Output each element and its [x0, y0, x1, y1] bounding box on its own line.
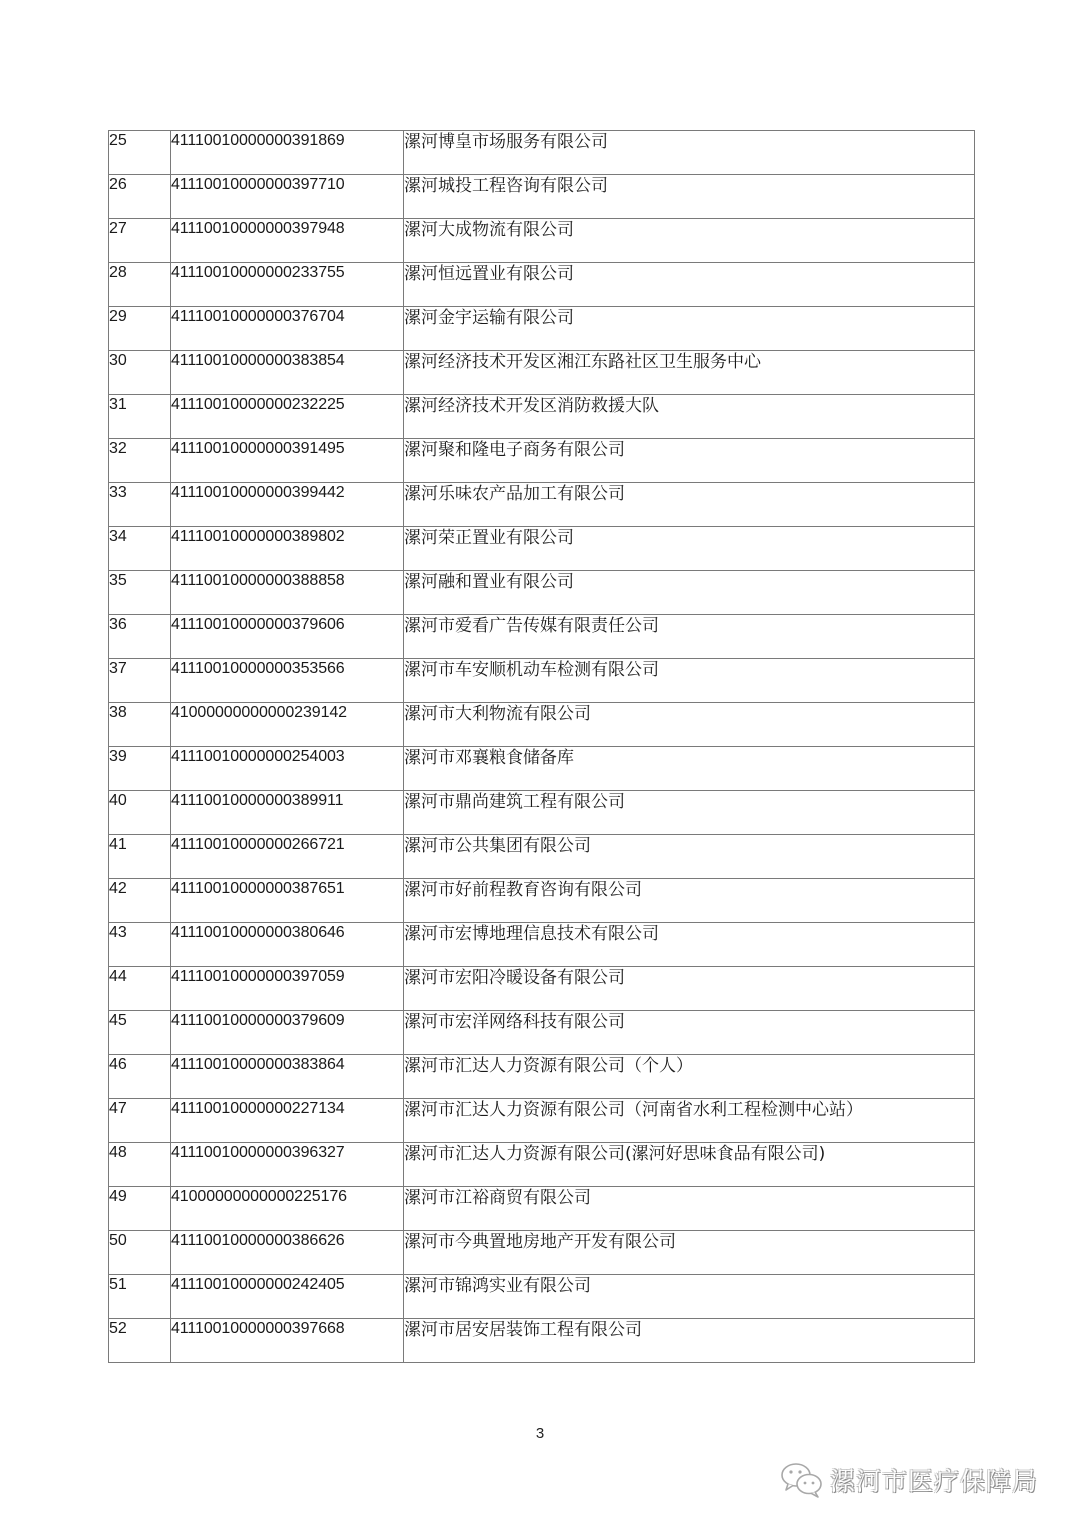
- table-row: [109, 703, 975, 747]
- employer-code: 41110010000000396327: [171, 1143, 404, 1187]
- employer-code: 41110010000000379609: [171, 1011, 404, 1055]
- page-number: 3: [535, 1425, 545, 1442]
- table-row: [109, 395, 975, 439]
- employer-code: 41110010000000391495: [171, 439, 404, 483]
- employer-name: 漯河市爱看广告传媒有限责任公司: [404, 615, 975, 659]
- table-row: [109, 307, 975, 351]
- row-index: 44: [109, 967, 171, 1011]
- row-index: 37: [109, 659, 171, 703]
- employer-name: 漯河经济技术开发区湘江东路社区卫生服务中心: [404, 351, 975, 395]
- employer-code: 41000000000000225176: [171, 1187, 404, 1231]
- employer-code: 41110010000000389802: [171, 527, 404, 571]
- employer-name: 漯河市汇达人力资源有限公司（个人）: [404, 1055, 975, 1099]
- row-index: 50: [109, 1231, 171, 1275]
- employer-name: 漯河城投工程咨询有限公司: [404, 175, 975, 219]
- table-row: [109, 659, 975, 703]
- table-row: [109, 747, 975, 791]
- employer-name: 漯河大成物流有限公司: [404, 219, 975, 263]
- employer-name: 漯河市好前程教育咨询有限公司: [404, 879, 975, 923]
- employer-code: 41110010000000376704: [171, 307, 404, 351]
- employer-table: [108, 130, 975, 1363]
- table-row: [109, 527, 975, 571]
- employer-code: 41110010000000254003: [171, 747, 404, 791]
- employer-code: 41110010000000389911: [171, 791, 404, 835]
- employer-code: 41110010000000379606: [171, 615, 404, 659]
- employer-name: 漯河市邓襄粮食储备库: [404, 747, 975, 791]
- row-index: 48: [109, 1143, 171, 1187]
- employer-code: 41110010000000233755: [171, 263, 404, 307]
- employer-code: 41110010000000397710: [171, 175, 404, 219]
- row-index: 29: [109, 307, 171, 351]
- employer-code: 41110010000000232225: [171, 395, 404, 439]
- table-row: [109, 439, 975, 483]
- employer-name: 漯河市宏阳冷暖设备有限公司: [404, 967, 975, 1011]
- table-row: [109, 923, 975, 967]
- row-index: 41: [109, 835, 171, 879]
- employer-name: 漯河市车安顺机动车检测有限公司: [404, 659, 975, 703]
- employer-name: 漯河博皇市场服务有限公司: [404, 131, 975, 175]
- employer-name: 漯河荣正置业有限公司: [404, 527, 975, 571]
- employer-code: 41110010000000388858: [171, 571, 404, 615]
- employer-name: 漯河聚和隆电子商务有限公司: [404, 439, 975, 483]
- employer-code: 41110010000000227134: [171, 1099, 404, 1143]
- employer-name: 漯河乐味农产品加工有限公司: [404, 483, 975, 527]
- table-row: [109, 967, 975, 1011]
- employer-code: 41110010000000380646: [171, 923, 404, 967]
- table-row: [109, 351, 975, 395]
- employer-code: 41110010000000383854: [171, 351, 404, 395]
- employer-name: 漯河恒远置业有限公司: [404, 263, 975, 307]
- employer-name: 漯河市公共集团有限公司: [404, 835, 975, 879]
- employer-code: 41110010000000397059: [171, 967, 404, 1011]
- employer-name: 漯河市今典置地房地产开发有限公司: [404, 1231, 975, 1275]
- row-index: 32: [109, 439, 171, 483]
- wechat-watermark: [780, 1458, 1038, 1502]
- table-row: [109, 879, 975, 923]
- table-row: [109, 1099, 975, 1143]
- employer-name: 漯河市汇达人力资源有限公司(漯河好思味食品有限公司): [404, 1143, 975, 1187]
- watermark-text: 漯河市医疗保障局: [830, 1467, 1039, 1496]
- employer-code: 41110010000000397948: [171, 219, 404, 263]
- wechat-icon: [780, 1460, 824, 1500]
- row-index: 34: [109, 527, 171, 571]
- row-index: 36: [109, 615, 171, 659]
- employer-name: 漯河融和置业有限公司: [404, 571, 975, 615]
- employer-code: 41110010000000399442: [171, 483, 404, 527]
- employer-name: 漯河市宏洋网络科技有限公司: [404, 1011, 975, 1055]
- table-row: [109, 791, 975, 835]
- table-row: [109, 263, 975, 307]
- row-index: 42: [109, 879, 171, 923]
- row-index: 52: [109, 1319, 171, 1363]
- employer-code: 41000000000000239142: [171, 703, 404, 747]
- table-row: [109, 1187, 975, 1231]
- row-index: 51: [109, 1275, 171, 1319]
- table-row: [109, 835, 975, 879]
- table-row: [109, 175, 975, 219]
- table-row: [109, 1011, 975, 1055]
- employer-name: 漯河市江裕商贸有限公司: [404, 1187, 975, 1231]
- employer-code: 41110010000000397668: [171, 1319, 404, 1363]
- row-index: 46: [109, 1055, 171, 1099]
- employer-name: 漯河市汇达人力资源有限公司（河南省水利工程检测中心站）: [404, 1099, 975, 1143]
- employer-code: 41110010000000391869: [171, 131, 404, 175]
- employer-name: 漯河市锦鸿实业有限公司: [404, 1275, 975, 1319]
- employer-code: 41110010000000383864: [171, 1055, 404, 1099]
- table-row: [109, 571, 975, 615]
- row-index: 40: [109, 791, 171, 835]
- employer-name: 漯河市大利物流有限公司: [404, 703, 975, 747]
- row-index: 39: [109, 747, 171, 791]
- employer-code: 41110010000000266721: [171, 835, 404, 879]
- table-row: [109, 1055, 975, 1099]
- employer-name: 漯河市宏博地理信息技术有限公司: [404, 923, 975, 967]
- row-index: 45: [109, 1011, 171, 1055]
- table-row: [109, 1319, 975, 1363]
- employer-name: 漯河经济技术开发区消防救援大队: [404, 395, 975, 439]
- table-row: [109, 1275, 975, 1319]
- table-row: [109, 131, 975, 175]
- employer-code: 41110010000000242405: [171, 1275, 404, 1319]
- row-index: 43: [109, 923, 171, 967]
- row-index: 30: [109, 351, 171, 395]
- row-index: 28: [109, 263, 171, 307]
- table-row: [109, 1231, 975, 1275]
- employer-name: 漯河市居安居装饰工程有限公司: [404, 1319, 975, 1363]
- row-index: 38: [109, 703, 171, 747]
- row-index: 33: [109, 483, 171, 527]
- table-row: [109, 1143, 975, 1187]
- row-index: 26: [109, 175, 171, 219]
- employer-name: 漯河金宇运输有限公司: [404, 307, 975, 351]
- row-index: 27: [109, 219, 171, 263]
- table-row: [109, 219, 975, 263]
- employer-name: 漯河市鼎尚建筑工程有限公司: [404, 791, 975, 835]
- employer-table-body: [109, 131, 975, 1363]
- row-index: 49: [109, 1187, 171, 1231]
- employer-code: 41110010000000386626: [171, 1231, 404, 1275]
- employer-code: 41110010000000387651: [171, 879, 404, 923]
- row-index: 35: [109, 571, 171, 615]
- table-row: [109, 615, 975, 659]
- row-index: 47: [109, 1099, 171, 1143]
- row-index: 31: [109, 395, 171, 439]
- row-index: 25: [109, 131, 171, 175]
- employer-code: 41110010000000353566: [171, 659, 404, 703]
- table-row: [109, 483, 975, 527]
